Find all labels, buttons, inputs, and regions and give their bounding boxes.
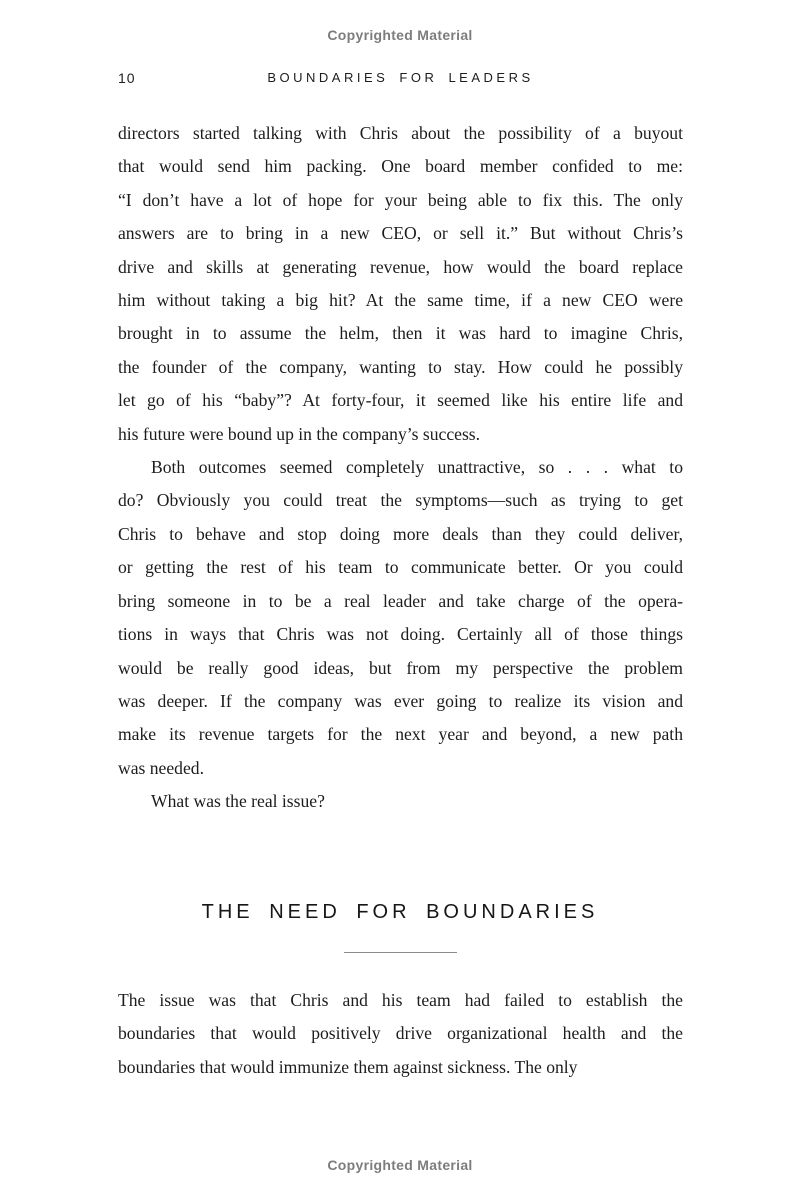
paragraph xyxy=(118,451,683,785)
text-line: his future were bound up in the company’s success. xyxy=(118,423,481,444)
text-line: answers are to bring in a new CEO, or sell it.” But without Chris’s xyxy=(118,223,683,244)
text-line: that would send him packing. One board member confided to me: xyxy=(118,156,683,177)
page-number: 10 xyxy=(118,70,136,86)
text-line: What was the real issue? xyxy=(151,791,325,812)
copyright-notice-top: Copyrighted Material xyxy=(327,27,473,43)
section-text xyxy=(118,984,683,1084)
paragraph xyxy=(118,984,683,1084)
text-line: was deeper. If the company was ever going to realize its vision and xyxy=(118,690,683,711)
section-heading: THE NEED FOR BOUNDARIES xyxy=(201,901,599,923)
text-line: would be really good ideas, but from my perspective the problem xyxy=(118,657,683,678)
text-line: boundaries that would positively drive organizational health and the xyxy=(118,1023,683,1044)
page-header xyxy=(118,70,683,90)
text-line: brought in to assume the helm, then it was hard to imagine Chris, xyxy=(118,323,683,344)
text-line: make its revenue targets for the next year and beyond, a new path xyxy=(118,724,683,745)
text-line: Both outcomes seemed completely unattractive, so . . . what to xyxy=(151,457,683,478)
body-text xyxy=(118,117,683,819)
running-title: BOUNDARIES FOR LEADERS xyxy=(267,70,534,85)
text-line: drive and skills at generating revenue, how would the board replace xyxy=(118,256,683,277)
text-line: tions in ways that Chris was not doing. Certainly all of those things xyxy=(118,624,683,645)
paragraph xyxy=(118,117,683,451)
text-line: boundaries that would immunize them against sickness. The only xyxy=(118,1056,578,1077)
text-line: The issue was that Chris and his team had failed to establish the xyxy=(118,990,683,1010)
copyright-notice-bottom: Copyrighted Material xyxy=(327,1157,473,1173)
text-line: was needed. xyxy=(118,757,204,778)
text-line: or getting the rest of his team to communicate better. Or you could xyxy=(118,557,683,578)
text-line: directors started talking with Chris about the possibility of a buyout xyxy=(118,123,683,143)
text-line: the founder of the company, wanting to stay. How could he possibly xyxy=(118,356,683,377)
text-line: him without taking a big hit? At the same time, if a new CEO were xyxy=(118,290,683,311)
text-line: do? Obviously you could treat the symptoms—such as trying to get xyxy=(118,490,683,511)
text-line: let go of his “baby”? At forty-four, it seemed like his entire life and xyxy=(118,390,683,411)
text-line: “I don’t have a lot of hope for your being able to fix this. The only xyxy=(118,189,683,210)
text-line: bring someone in to be a real leader and take charge of the opera- xyxy=(118,590,683,611)
section-divider xyxy=(344,952,457,953)
text-line: Chris to behave and stop doing more deals than they could deliver, xyxy=(118,523,683,544)
paragraph xyxy=(118,785,683,818)
